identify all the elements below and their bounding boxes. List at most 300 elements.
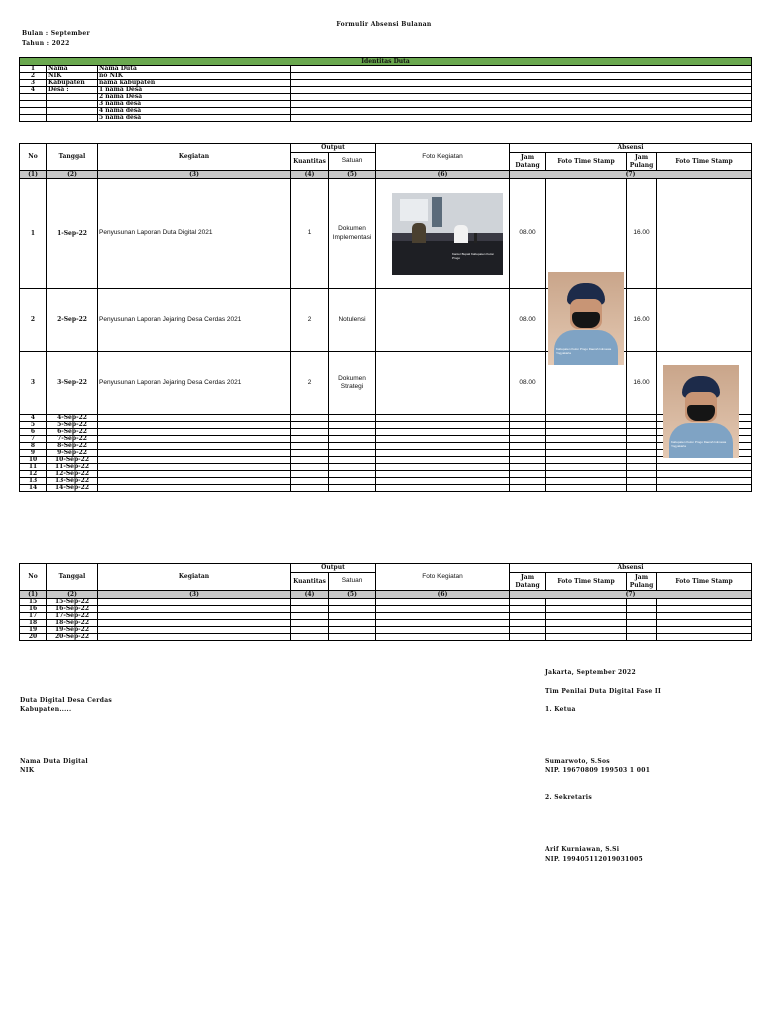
- table-row: [20, 599, 752, 606]
- empty-cell: [291, 436, 329, 443]
- empty-cell: [627, 422, 657, 429]
- tim-penilai: Tim Penilai Duta Digital Fase II: [545, 688, 662, 695]
- place-date: Jakarta, September 2022: [545, 669, 636, 676]
- activity-table-continued: [19, 563, 752, 641]
- row-no: 5: [20, 422, 47, 429]
- ketua-label: 1. Ketua: [545, 706, 576, 713]
- header-kegiatan: Kegiatan: [98, 564, 291, 591]
- empty-cell: [510, 606, 546, 613]
- empty-cell: [546, 478, 627, 485]
- timestamp-photo-out: [663, 365, 739, 458]
- identity-row: [20, 108, 752, 115]
- document-title: Formulir Absensi Bulanan: [336, 21, 432, 28]
- row-no: 6: [20, 429, 47, 436]
- identity-blank: [291, 66, 752, 73]
- header-kuantitas: Kuantitas: [291, 153, 329, 171]
- header-tanggal: Tanggal: [47, 144, 98, 171]
- header-kegiatan: Kegiatan: [98, 144, 291, 171]
- empty-cell: [291, 464, 329, 471]
- identity-value: no NIK: [98, 73, 291, 80]
- empty-cell: [329, 443, 376, 450]
- empty-cell: [546, 485, 627, 492]
- table-row: [20, 606, 752, 613]
- empty-cell: [329, 415, 376, 422]
- row-jam-datang: 08.00: [510, 179, 546, 289]
- index-cell: (6): [376, 171, 510, 179]
- empty-cell: [510, 464, 546, 471]
- empty-cell: [376, 429, 510, 436]
- identity-no: [20, 108, 47, 115]
- empty-cell: [98, 627, 291, 634]
- empty-cell: [546, 457, 627, 464]
- empty-cell: [657, 599, 752, 606]
- header-absensi: Absensi: [510, 564, 752, 573]
- empty-cell: [376, 613, 510, 620]
- empty-cell: [657, 627, 752, 634]
- empty-cell: [291, 450, 329, 457]
- header-row: [20, 144, 752, 153]
- identity-row: [20, 94, 752, 101]
- empty-cell: [329, 436, 376, 443]
- empty-cell: [98, 457, 291, 464]
- header-foto: Foto Kegiatan: [376, 144, 510, 171]
- left-signer-name: Nama Duta Digital: [20, 758, 89, 765]
- empty-cell: [546, 620, 627, 627]
- empty-cell: [657, 606, 752, 613]
- empty-cell: [546, 436, 627, 443]
- empty-cell: [546, 634, 627, 641]
- index-cell: (2): [47, 171, 98, 179]
- header-jam-datang: Jam Datang: [510, 153, 546, 171]
- empty-cell: [329, 620, 376, 627]
- row-jam-pulang: 16.00: [627, 179, 657, 289]
- empty-cell: [291, 443, 329, 450]
- empty-cell: [376, 415, 510, 422]
- empty-cell: [98, 443, 291, 450]
- empty-cell: [376, 478, 510, 485]
- empty-cell: [546, 422, 627, 429]
- empty-cell: [546, 450, 627, 457]
- row-jam-datang: 08.00: [510, 352, 546, 415]
- header-jam-pulang: Jam Pulang: [627, 573, 657, 591]
- empty-cell: [329, 450, 376, 457]
- index-cell: (6): [376, 591, 510, 599]
- row-no: 17: [20, 613, 47, 620]
- row-no: 20: [20, 634, 47, 641]
- empty-cell: [376, 457, 510, 464]
- empty-cell: [376, 627, 510, 634]
- table-row: [20, 627, 752, 634]
- index-cell: (5): [329, 591, 376, 599]
- row-tanggal: 1-Sep-22: [47, 179, 98, 289]
- identity-row: [20, 73, 752, 80]
- index-row: [20, 591, 752, 599]
- empty-cell: [98, 606, 291, 613]
- timestamp-photo-in: [548, 272, 624, 365]
- sekretaris-nip: NIP. 199405112019031005: [545, 856, 644, 863]
- empty-cell: [627, 450, 657, 457]
- empty-cell: [546, 443, 627, 450]
- identity-blank: [291, 73, 752, 80]
- empty-cell: [376, 606, 510, 613]
- index-cell: (1): [20, 591, 47, 599]
- empty-cell: [329, 471, 376, 478]
- identity-no: [20, 101, 47, 108]
- empty-cell: [627, 599, 657, 606]
- identity-no: [20, 115, 47, 122]
- identity-blank: [291, 87, 752, 94]
- empty-cell: [376, 634, 510, 641]
- empty-cell: [510, 415, 546, 422]
- left-signer-region: Kabupaten.....: [20, 706, 72, 713]
- identity-row: [20, 80, 752, 87]
- empty-cell: [98, 422, 291, 429]
- empty-cell: [627, 464, 657, 471]
- row-tanggal: 13-Sep-22: [47, 478, 98, 485]
- empty-cell: [376, 464, 510, 471]
- empty-cell: [329, 464, 376, 471]
- row-satuan: [329, 289, 376, 352]
- empty-cell: [627, 620, 657, 627]
- identity-blank: [291, 115, 752, 122]
- header-jam-pulang: Jam Pulang: [627, 153, 657, 171]
- row-tanggal: 14-Sep-22: [47, 485, 98, 492]
- empty-cell: [329, 429, 376, 436]
- empty-cell: [510, 634, 546, 641]
- empty-cell: [657, 620, 752, 627]
- identity-value: 1 nama Desa: [98, 87, 291, 94]
- empty-cell: [376, 450, 510, 457]
- row-kegiatan: Penyusunan Laporan Duta Digital 2021: [98, 179, 291, 289]
- empty-cell: [627, 415, 657, 422]
- identity-blank: [291, 101, 752, 108]
- row-foto-stamp-out: [657, 289, 752, 352]
- index-cell: (7): [510, 591, 752, 599]
- empty-cell: [627, 627, 657, 634]
- table-row: [20, 443, 752, 450]
- sekretaris-name: Arif Kurniawan, S.Si: [545, 846, 620, 853]
- empty-cell: [329, 634, 376, 641]
- empty-cell: [627, 429, 657, 436]
- row-tanggal: 5-Sep-22: [47, 422, 98, 429]
- identity-value: 3 nama desa: [98, 101, 291, 108]
- row-satuan: [329, 179, 376, 289]
- satuan-line: Notulensi: [338, 315, 366, 323]
- identity-blank: [291, 80, 752, 87]
- activity-photo: [392, 193, 503, 275]
- row-tanggal: 10-Sep-22: [47, 457, 98, 464]
- empty-cell: [657, 478, 752, 485]
- empty-cell: [329, 485, 376, 492]
- table-row: [20, 450, 752, 457]
- row-tanggal: 8-Sep-22: [47, 443, 98, 450]
- empty-cell: [657, 485, 752, 492]
- activity-table: [19, 143, 752, 492]
- header-row: [20, 564, 752, 573]
- row-foto: [376, 352, 510, 415]
- empty-cell: [376, 422, 510, 429]
- empty-cell: [546, 464, 627, 471]
- empty-cell: [291, 599, 329, 606]
- empty-cell: [510, 620, 546, 627]
- row-tanggal: 15-Sep-22: [47, 599, 98, 606]
- row-no: 13: [20, 478, 47, 485]
- header-output: Output: [291, 144, 376, 153]
- header-foto: Foto Kegiatan: [376, 564, 510, 591]
- identity-label: Kabupaten: [47, 80, 98, 87]
- table-row: [20, 436, 752, 443]
- table-row: [20, 415, 752, 422]
- row-no: 3: [20, 352, 47, 415]
- row-jam-datang: 08.00: [510, 289, 546, 352]
- row-kegiatan: Penyusunan Laporan Jejaring Desa Cerdas 2021: [98, 352, 291, 415]
- table-row: [20, 613, 752, 620]
- identity-row: [20, 115, 752, 122]
- row-tanggal: 12-Sep-22: [47, 471, 98, 478]
- empty-cell: [627, 436, 657, 443]
- row-no: 15: [20, 599, 47, 606]
- header-output: Output: [291, 564, 376, 573]
- row-no: 18: [20, 620, 47, 627]
- empty-cell: [291, 634, 329, 641]
- index-cell: (4): [291, 171, 329, 179]
- empty-cell: [627, 443, 657, 450]
- row-no: 19: [20, 627, 47, 634]
- empty-cell: [510, 627, 546, 634]
- empty-cell: [510, 599, 546, 606]
- empty-cell: [98, 415, 291, 422]
- row-no: 14: [20, 485, 47, 492]
- header-foto-stamp: Foto Time Stamp: [546, 153, 627, 171]
- empty-cell: [98, 613, 291, 620]
- identity-no: [20, 94, 47, 101]
- identity-label: [47, 101, 98, 108]
- empty-cell: [291, 415, 329, 422]
- row-no: 4: [20, 415, 47, 422]
- row-no: 7: [20, 436, 47, 443]
- row-tanggal: 4-Sep-22: [47, 415, 98, 422]
- empty-cell: [546, 606, 627, 613]
- identity-table: [19, 57, 752, 122]
- empty-cell: [510, 436, 546, 443]
- activity-row: [20, 289, 752, 352]
- table-row: [20, 471, 752, 478]
- identity-no: 1: [20, 66, 47, 73]
- row-kuantitas: 2: [291, 352, 329, 415]
- row-jam-pulang: 16.00: [627, 289, 657, 352]
- identity-label: Nama: [47, 66, 98, 73]
- row-tanggal: 7-Sep-22: [47, 436, 98, 443]
- identity-row: [20, 101, 752, 108]
- identity-row: [20, 66, 752, 73]
- satuan-line: Dokumen: [338, 225, 366, 233]
- empty-cell: [510, 457, 546, 464]
- empty-cell: [329, 422, 376, 429]
- table-row: [20, 634, 752, 641]
- header-tanggal: Tanggal: [47, 564, 98, 591]
- row-tanggal: 2-Sep-22: [47, 289, 98, 352]
- identity-blank: [291, 94, 752, 101]
- row-tanggal: 11-Sep-22: [47, 464, 98, 471]
- empty-cell: [657, 613, 752, 620]
- empty-cell: [546, 627, 627, 634]
- empty-cell: [98, 485, 291, 492]
- row-tanggal: 19-Sep-22: [47, 627, 98, 634]
- empty-cell: [510, 429, 546, 436]
- activity-row: [20, 352, 752, 415]
- header-absensi: Absensi: [510, 144, 752, 153]
- satuan-line: Implementasi: [332, 233, 372, 241]
- index-row: [20, 171, 752, 179]
- activity-row: [20, 179, 752, 289]
- empty-cell: [627, 478, 657, 485]
- empty-cell: [329, 457, 376, 464]
- empty-cell: [510, 478, 546, 485]
- left-signer-nik: NIK: [20, 767, 35, 774]
- header-jam-datang: Jam Datang: [510, 573, 546, 591]
- index-cell: (3): [98, 171, 291, 179]
- empty-cell: [329, 627, 376, 634]
- identity-no: 3: [20, 80, 47, 87]
- row-foto: [376, 289, 510, 352]
- row-no: 10: [20, 457, 47, 464]
- empty-cell: [329, 599, 376, 606]
- header-kuantitas: Kuantitas: [291, 573, 329, 591]
- index-cell: (3): [98, 591, 291, 599]
- left-signer-role: Duta Digital Desa Cerdas: [20, 697, 113, 704]
- empty-cell: [98, 436, 291, 443]
- empty-cell: [376, 436, 510, 443]
- ketua-name: Sumarwoto, S.Sos: [545, 758, 610, 765]
- row-tanggal: 9-Sep-22: [47, 450, 98, 457]
- row-kuantitas: 1: [291, 179, 329, 289]
- row-no: 2: [20, 289, 47, 352]
- empty-cell: [291, 457, 329, 464]
- identity-row: [20, 87, 752, 94]
- sekretaris-label: 2. Sekretaris: [545, 794, 593, 801]
- empty-cell: [291, 429, 329, 436]
- empty-cell: [98, 429, 291, 436]
- period-month: Bulan : September: [22, 30, 90, 37]
- empty-cell: [376, 620, 510, 627]
- row-tanggal: 16-Sep-22: [47, 606, 98, 613]
- identity-blank: [291, 108, 752, 115]
- empty-cell: [329, 606, 376, 613]
- empty-cell: [376, 485, 510, 492]
- empty-cell: [98, 464, 291, 471]
- identity-label: Desa :: [47, 87, 98, 94]
- empty-cell: [510, 613, 546, 620]
- empty-cell: [546, 471, 627, 478]
- identity-no: 2: [20, 73, 47, 80]
- empty-cell: [291, 422, 329, 429]
- empty-cell: [98, 634, 291, 641]
- row-kegiatan: Penyusunan Laporan Jejaring Desa Cerdas 2021: [98, 289, 291, 352]
- row-no: 8: [20, 443, 47, 450]
- row-tanggal: 18-Sep-22: [47, 620, 98, 627]
- index-cell: (7): [510, 171, 752, 179]
- header-foto-stamp: Foto Time Stamp: [546, 573, 627, 591]
- index-cell: (5): [329, 171, 376, 179]
- row-foto-stamp-out: [657, 179, 752, 289]
- empty-cell: [627, 457, 657, 464]
- empty-cell: [98, 450, 291, 457]
- empty-cell: [627, 634, 657, 641]
- empty-cell: [510, 450, 546, 457]
- empty-cell: [329, 478, 376, 485]
- identity-value: Nama Duta: [98, 66, 291, 73]
- index-cell: (1): [20, 171, 47, 179]
- table-row: [20, 457, 752, 464]
- header-satuan: Satuan: [329, 573, 376, 591]
- empty-cell: [376, 471, 510, 478]
- empty-cell: [291, 613, 329, 620]
- empty-cell: [546, 429, 627, 436]
- index-cell: (2): [47, 591, 98, 599]
- row-tanggal: 3-Sep-22: [47, 352, 98, 415]
- empty-cell: [376, 599, 510, 606]
- satuan-line: Dokumen: [338, 374, 366, 382]
- empty-cell: [98, 620, 291, 627]
- header-no: No: [20, 144, 47, 171]
- table-row: [20, 422, 752, 429]
- row-jam-pulang: 16.00: [627, 352, 657, 415]
- empty-cell: [510, 443, 546, 450]
- identity-value: 5 nama desa: [98, 115, 291, 122]
- identity-value: nama kabupaten: [98, 80, 291, 87]
- row-kuantitas: 2: [291, 289, 329, 352]
- header-foto-stamp2: Foto Time Stamp: [657, 573, 752, 591]
- identity-label: NIK: [47, 73, 98, 80]
- row-tanggal: 6-Sep-22: [47, 429, 98, 436]
- index-cell: (4): [291, 591, 329, 599]
- header-foto-stamp2: Foto Time Stamp: [657, 153, 752, 171]
- header-satuan: Satuan: [329, 153, 376, 171]
- empty-cell: [510, 485, 546, 492]
- empty-cell: [627, 613, 657, 620]
- photo-caption: Kantor Bupati Kabupaten Kulon Progo: [452, 252, 495, 260]
- ketua-nip: NIP. 19670809 199503 1 001: [545, 767, 651, 774]
- identity-no: 4: [20, 87, 47, 94]
- identity-label: [47, 94, 98, 101]
- empty-cell: [657, 471, 752, 478]
- empty-cell: [291, 485, 329, 492]
- row-no: 1: [20, 179, 47, 289]
- empty-cell: [657, 634, 752, 641]
- empty-cell: [546, 613, 627, 620]
- empty-cell: [98, 478, 291, 485]
- empty-cell: [291, 620, 329, 627]
- row-no: 9: [20, 450, 47, 457]
- header-no: No: [20, 564, 47, 591]
- identity-value: 2 nama Desa: [98, 94, 291, 101]
- row-no: 16: [20, 606, 47, 613]
- row-no: 11: [20, 464, 47, 471]
- row-tanggal: 20-Sep-22: [47, 634, 98, 641]
- satuan-line: Strategi: [340, 383, 364, 390]
- empty-cell: [98, 599, 291, 606]
- empty-cell: [627, 471, 657, 478]
- empty-cell: [291, 471, 329, 478]
- empty-cell: [329, 613, 376, 620]
- identity-title: Identitas Duta: [20, 58, 752, 66]
- identity-label: [47, 115, 98, 122]
- identity-value: 4 nama desa: [98, 108, 291, 115]
- empty-cell: [546, 415, 627, 422]
- empty-cell: [291, 627, 329, 634]
- period-year: Tahun : 2022: [22, 40, 70, 47]
- empty-cell: [546, 599, 627, 606]
